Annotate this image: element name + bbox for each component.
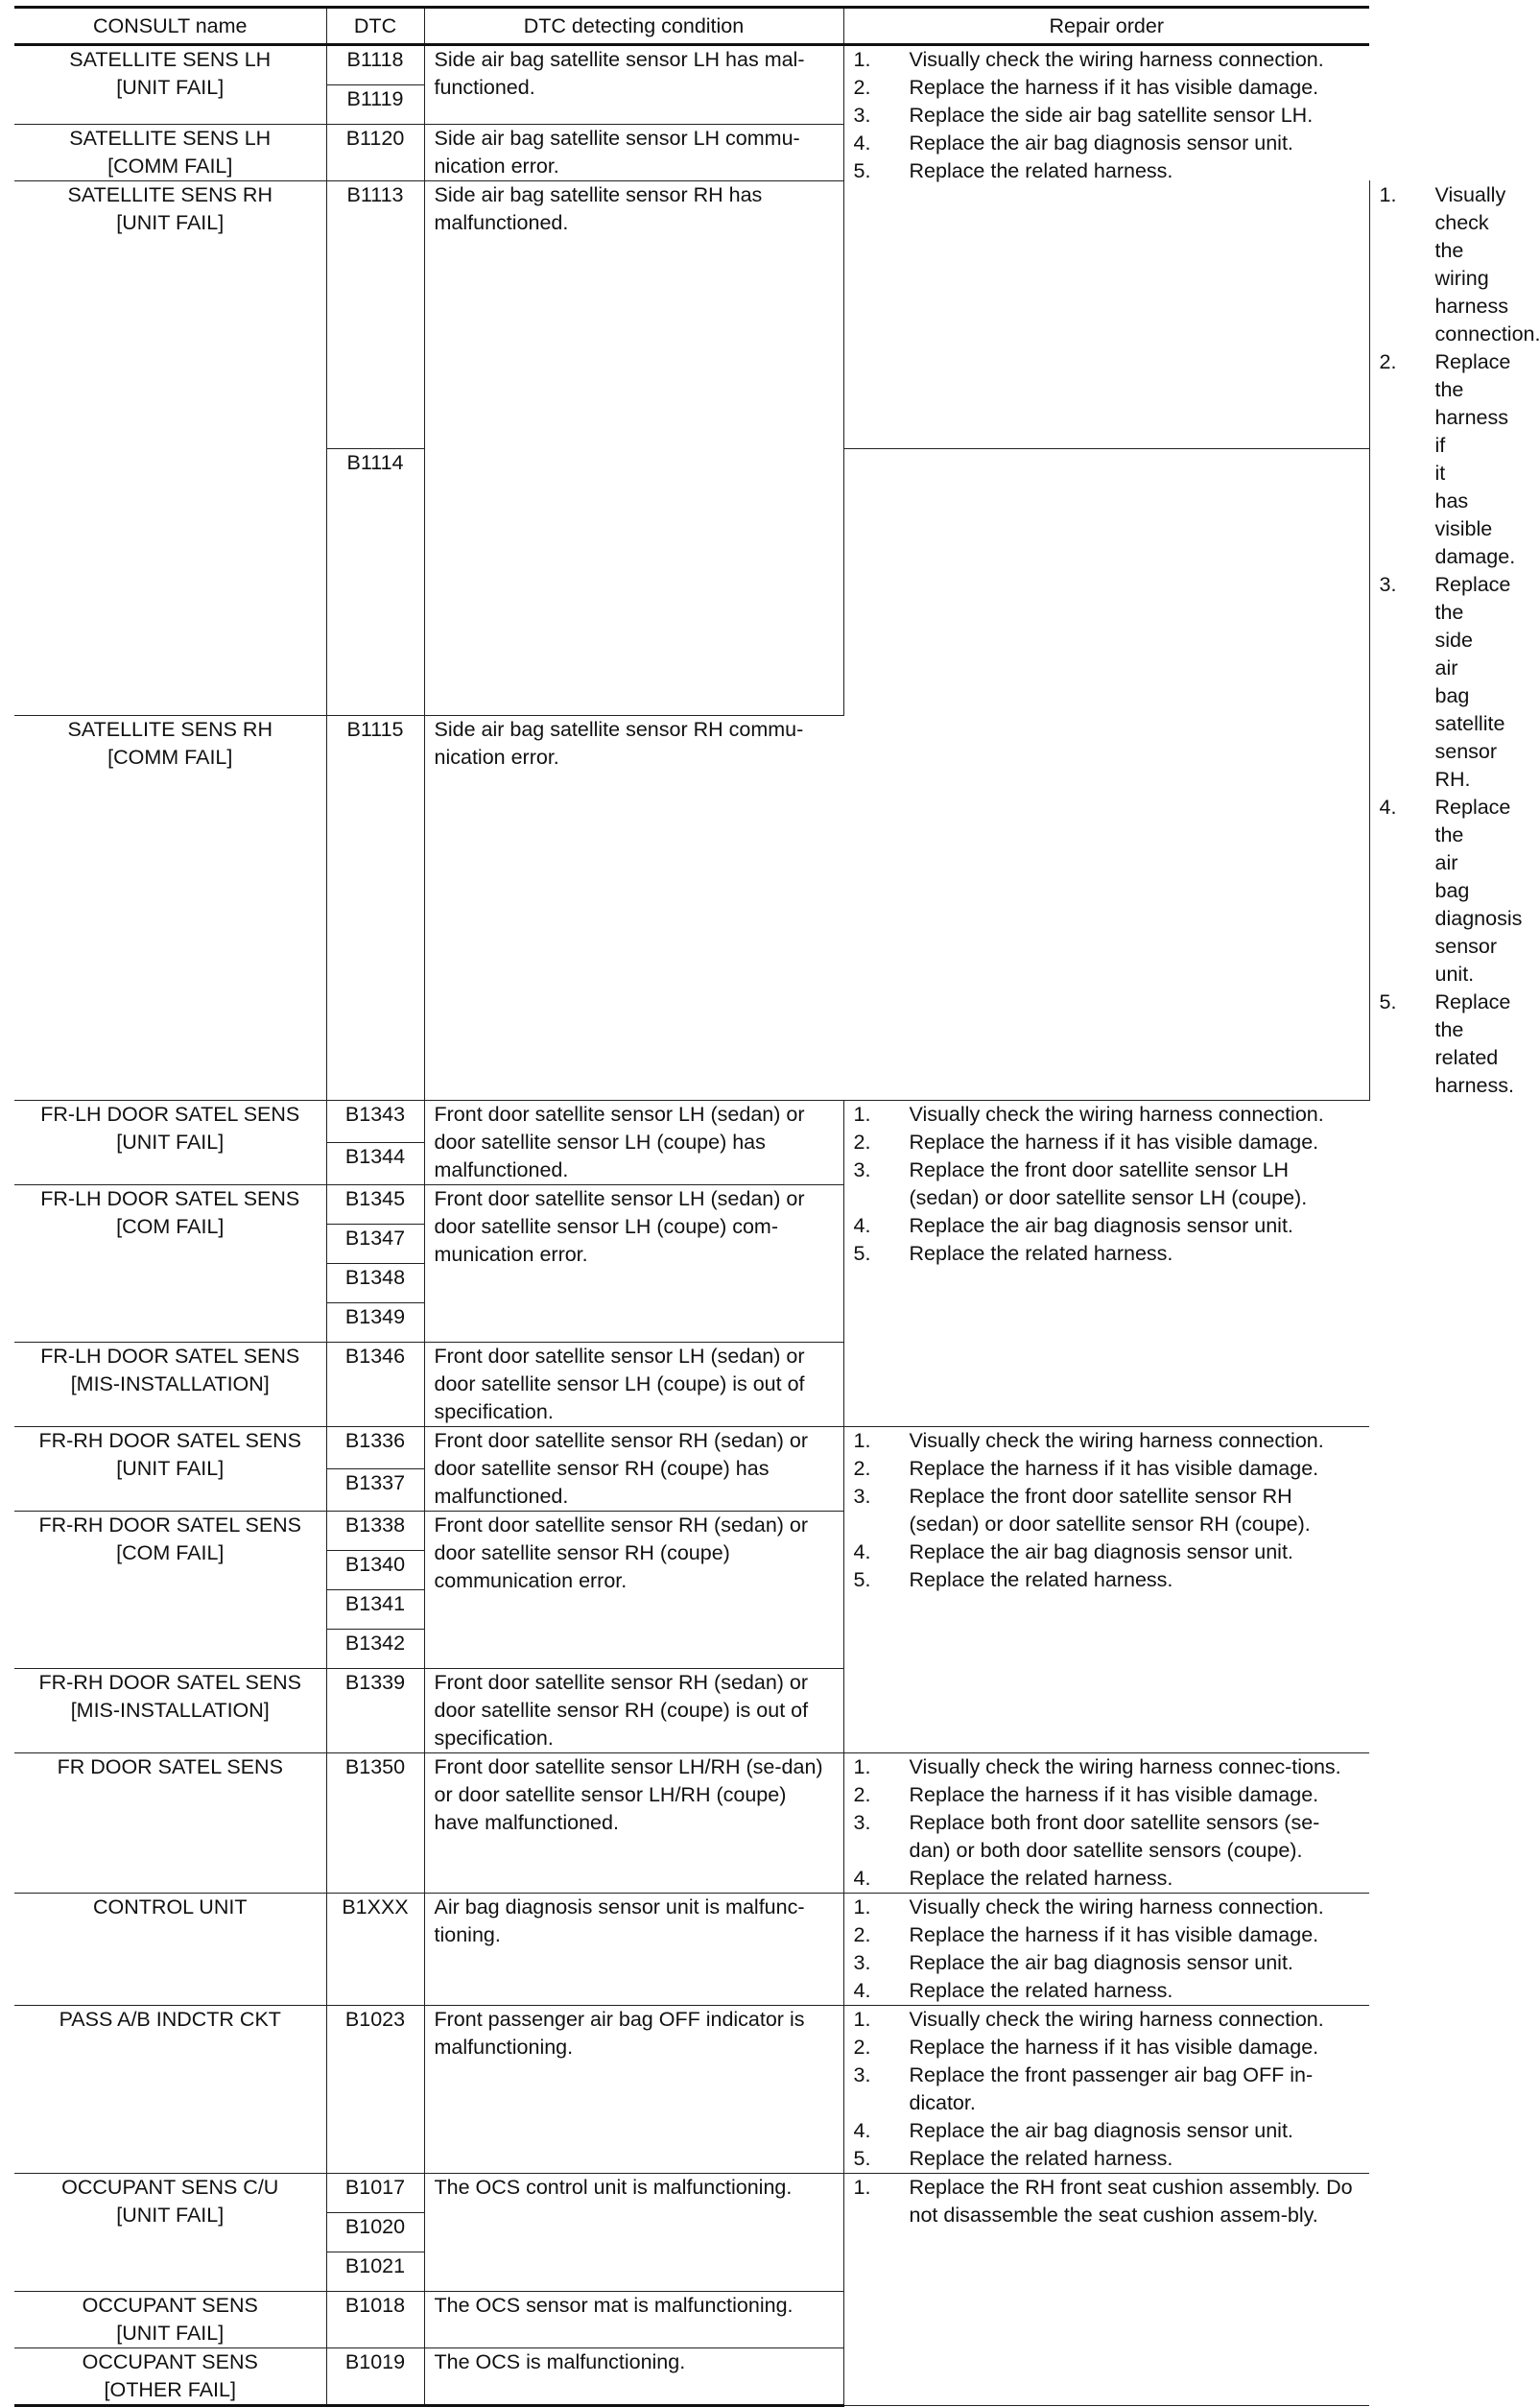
step-number: 3. [854, 2061, 871, 2089]
step-number: 5. [854, 2145, 871, 2173]
step-text: Replace the front door satellite sensor RH (sedan) or door satellite sensor RH (coupe). [910, 1485, 1311, 1536]
step-number: 4. [854, 1865, 871, 1893]
dtc-code: B1017 [326, 2174, 424, 2213]
dtc-code: B1336 [326, 1427, 424, 1469]
repair-step [854, 2006, 1361, 2034]
dtc-code: B1342 [326, 1630, 424, 1669]
header-repair-order: Repair order [843, 8, 1369, 45]
dtc-table [14, 6, 1369, 2407]
dtc-code: B1021 [326, 2252, 424, 2292]
step-text: Replace the related harness. [910, 1979, 1173, 2002]
repair-steps [854, 2174, 1361, 2229]
step-number: 2. [854, 74, 871, 102]
step-number: 4. [854, 1212, 871, 1240]
step-text: Replace the air bag diagnosis sensor unit. [910, 1951, 1293, 1974]
step-number: 2. [854, 1129, 871, 1156]
step-number: 3. [854, 1156, 871, 1184]
dtc-code: B1337 [326, 1469, 424, 1512]
repair-step [854, 1809, 1361, 1865]
step-text: Replace the side air bag satellite sensor LH. [910, 104, 1314, 127]
step-text: Visually check the wiring harness connec-tions. [910, 1755, 1341, 1778]
step-text: Replace the related harness. [910, 1867, 1173, 1890]
dtc-code: B1338 [326, 1512, 424, 1551]
table-row [14, 1101, 1369, 1143]
consult-name: CONTROL UNIT [14, 1894, 326, 2006]
repair-step [854, 1538, 1361, 1566]
consult-name: SATELLITE SENS LH [UNIT FAIL] [14, 45, 326, 125]
step-number: 4. [1380, 794, 1397, 822]
dtc-code: B1023 [326, 2006, 424, 2174]
dtc-code: B1018 [326, 2292, 424, 2348]
dtc-code: B1346 [326, 1343, 424, 1427]
repair-steps [854, 1894, 1361, 2005]
repair-step [854, 102, 1360, 130]
step-number: 4. [854, 1538, 871, 1566]
table-row [14, 2174, 1369, 2213]
dtc-code: B1340 [326, 1551, 424, 1590]
step-text: Replace the air bag diagnosis sensor unit. [910, 1540, 1293, 1563]
dtc-code: B1113 [326, 181, 424, 449]
dtc-code: B1348 [326, 1264, 424, 1303]
detecting-condition: The OCS is malfunctioning. [424, 2348, 843, 2406]
step-number: 5. [1380, 989, 1397, 1016]
step-text: Replace the harness if it has visible damage. [910, 2036, 1319, 2059]
consult-name: OCCUPANT SENS [UNIT FAIL] [14, 2292, 326, 2348]
dtc-code: B1339 [326, 1669, 424, 1753]
repair-step [854, 1781, 1361, 1809]
consult-name: SATELLITE SENS LH [COMM FAIL] [14, 125, 326, 181]
repair-step [854, 1129, 1361, 1156]
repair-step [854, 1865, 1361, 1893]
step-text: Visually check the wiring harness connection. [1435, 183, 1540, 346]
step-text: Replace the related harness. [910, 1568, 1173, 1591]
repair-step [854, 1949, 1361, 1977]
step-text: Replace the air bag diagnosis sensor unit. [1435, 796, 1523, 986]
repair-step [854, 46, 1360, 74]
consult-name: SATELLITE SENS RH [COMM FAIL] [14, 716, 326, 1101]
repair-order [843, 1894, 1369, 2006]
step-number: 1. [854, 2174, 871, 2202]
step-text: Replace the air bag diagnosis sensor unit. [910, 2119, 1293, 2142]
detecting-condition: Front door satellite sensor LH (sedan) or door satellite sensor LH (coupe) has malfunctioned. [424, 1101, 843, 1185]
repair-step [854, 1240, 1361, 1268]
step-text: Replace the RH front seat cushion assembly. Do not disassemble the seat cushion assem-bly. [910, 2176, 1353, 2227]
consult-name: OCCUPANT SENS C/U [UNIT FAIL] [14, 2174, 326, 2292]
step-number: 4. [854, 2117, 871, 2145]
dtc-code: B1347 [326, 1225, 424, 1264]
dtc-code: B1020 [326, 2213, 424, 2252]
dtc-code: B1118 [326, 45, 424, 85]
repair-order [843, 1427, 1369, 1753]
step-text: Replace the front door satellite sensor LH (sedan) or door satellite sensor LH (coupe). [910, 1158, 1308, 1209]
consult-name: FR DOOR SATEL SENS [14, 1753, 326, 1894]
consult-name: FR-RH DOOR SATEL SENS [UNIT FAIL] [14, 1427, 326, 1512]
step-text: Replace the side air bag satellite sensor RH. [1435, 573, 1511, 791]
repair-step [1380, 989, 1435, 1100]
dtc-code: B1350 [326, 1753, 424, 1894]
repair-order [843, 1753, 1369, 1894]
step-text: Replace the harness if it has visible damage. [910, 1457, 1319, 1480]
consult-name: FR-RH DOOR SATEL SENS [COM FAIL] [14, 1512, 326, 1669]
detecting-condition: Front door satellite sensor LH (sedan) or door satellite sensor LH (coupe) com-munication error. [424, 1185, 843, 1343]
detecting-condition: Front door satellite sensor LH/RH (se-dan) or door satellite sensor LH/RH (coupe) have malfunctioned. [424, 1753, 843, 1894]
step-number: 4. [854, 130, 871, 157]
dtc-code: B1341 [326, 1590, 424, 1630]
detecting-condition: Front door satellite sensor RH (sedan) or door satellite sensor RH (coupe) is out of specification. [424, 1669, 843, 1753]
repair-step [854, 2145, 1361, 2173]
repair-order [843, 45, 1369, 449]
repair-step [854, 157, 1360, 185]
repair-step [854, 2061, 1361, 2117]
step-text: Replace the related harness. [1435, 990, 1514, 1097]
consult-name: FR-LH DOOR SATEL SENS [COM FAIL] [14, 1185, 326, 1343]
detecting-condition: Front door satellite sensor RH (sedan) or door satellite sensor RH (coupe) communication error. [424, 1512, 843, 1669]
repair-step [854, 1894, 1361, 1921]
step-text: Visually check the wiring harness connection. [910, 1103, 1324, 1126]
repair-steps [854, 1753, 1361, 1893]
consult-name: PASS A/B INDCTR CKT [14, 2006, 326, 2174]
table-row [14, 1427, 1369, 1469]
step-text: Visually check the wiring harness connection. [910, 48, 1324, 71]
header-detecting-condition: DTC detecting condition [424, 8, 843, 45]
step-number: 1. [854, 1753, 871, 1781]
repair-step [854, 1566, 1361, 1594]
detecting-condition: Side air bag satellite sensor LH commu-nication error. [424, 125, 843, 181]
step-text: Replace the air bag diagnosis sensor unit. [910, 131, 1293, 155]
header-consult-name: CONSULT name [14, 8, 326, 45]
dtc-code: B1114 [326, 448, 424, 716]
step-text: Replace the harness if it has visible damage. [910, 1923, 1319, 1946]
detecting-condition: The OCS sensor mat is malfunctioning. [424, 2292, 843, 2348]
repair-step [854, 1921, 1361, 1949]
step-text: Replace the related harness. [910, 159, 1173, 182]
step-text: Replace the harness if it has visible damage. [910, 1783, 1319, 1806]
dtc-code: B1120 [326, 125, 424, 181]
detecting-condition: Front door satellite sensor LH (sedan) or door satellite sensor LH (coupe) is out of specification. [424, 1343, 843, 1427]
detecting-condition: Front door satellite sensor RH (sedan) or door satellite sensor RH (coupe) has malfunctioned. [424, 1427, 843, 1512]
step-number: 1. [854, 1427, 871, 1455]
step-number: 3. [854, 102, 871, 130]
consult-name: FR-LH DOOR SATEL SENS [MIS-INSTALLATION] [14, 1343, 326, 1427]
step-number: 1. [854, 1894, 871, 1921]
repair-step [1380, 794, 1435, 989]
step-number: 5. [854, 1566, 871, 1594]
repair-step [854, 130, 1360, 157]
repair-step [854, 1156, 1361, 1212]
step-text: Replace the air bag diagnosis sensor unit. [910, 1214, 1293, 1237]
repair-step [854, 1977, 1361, 2005]
repair-step [854, 1455, 1361, 1483]
dtc-code: B1343 [326, 1101, 424, 1143]
step-text: Replace both front door satellite sensors (se-dan) or both door satellite sensors (coupe). [910, 1811, 1320, 1862]
repair-order [843, 1101, 1369, 1427]
repair-steps [854, 2006, 1361, 2173]
detecting-condition: Side air bag satellite sensor LH has mal-functioned. [424, 45, 843, 125]
step-number: 3. [854, 1949, 871, 1977]
step-text: Visually check the wiring harness connection. [910, 1429, 1324, 1452]
step-number: 1. [854, 2006, 871, 2034]
step-number: 2. [854, 2034, 871, 2061]
repair-step [854, 1483, 1361, 1538]
dtc-code: B1019 [326, 2348, 424, 2406]
repair-order [843, 2006, 1369, 2174]
step-text: Replace the related harness. [910, 1242, 1173, 1265]
step-text: Replace the harness if it has visible damage. [910, 1131, 1319, 1154]
table-row [14, 1753, 1369, 1894]
repair-steps [854, 1427, 1361, 1594]
step-number: 1. [854, 46, 871, 74]
step-number: 5. [854, 157, 871, 185]
step-number: 2. [854, 1921, 871, 1949]
header-dtc: DTC [326, 8, 424, 45]
consult-name: FR-RH DOOR SATEL SENS [MIS-INSTALLATION] [14, 1669, 326, 1753]
repair-step [854, 2174, 1361, 2229]
repair-step [854, 1212, 1361, 1240]
step-text: Replace the harness if it has visible damage. [1435, 350, 1516, 568]
detecting-condition: Side air bag satellite sensor RH commu-nication error. [424, 716, 843, 1101]
step-number: 1. [854, 1101, 871, 1129]
dtc-code: B1345 [326, 1185, 424, 1225]
step-number: 4. [854, 1977, 871, 2005]
repair-steps [854, 46, 1360, 185]
step-number: 1. [1380, 181, 1397, 209]
step-text: Replace the front passenger air bag OFF in-dicator. [910, 2063, 1314, 2114]
step-number: 5. [854, 1240, 871, 1268]
consult-name: SATELLITE SENS RH [UNIT FAIL] [14, 181, 326, 716]
repair-step [1380, 181, 1435, 348]
header-row [14, 8, 1369, 45]
consult-name: FR-LH DOOR SATEL SENS [UNIT FAIL] [14, 1101, 326, 1185]
repair-steps [854, 1101, 1361, 1268]
detecting-condition: The OCS control unit is malfunctioning. [424, 2174, 843, 2292]
step-text: Visually check the wiring harness connection. [910, 1895, 1324, 1918]
table-row [14, 2006, 1369, 2174]
table-row [14, 716, 1369, 1101]
detecting-condition: Air bag diagnosis sensor unit is malfunc-tioning. [424, 1894, 843, 2006]
consult-name: OCCUPANT SENS [OTHER FAIL] [14, 2348, 326, 2406]
step-text: Visually check the wiring harness connection. [910, 2008, 1324, 2031]
repair-step [854, 2034, 1361, 2061]
step-number: 2. [854, 1781, 871, 1809]
step-number: 2. [854, 1455, 871, 1483]
repair-step [1380, 571, 1435, 794]
repair-order [843, 2174, 1369, 2406]
dtc-code: B1119 [326, 85, 424, 125]
table-row [14, 45, 1369, 85]
detecting-condition: Side air bag satellite sensor RH has malfunctioned. [424, 181, 843, 716]
step-number: 3. [854, 1809, 871, 1837]
step-text: Replace the related harness. [910, 2147, 1173, 2170]
table-row [14, 1894, 1369, 2006]
step-text: Replace the harness if it has visible damage. [910, 76, 1319, 99]
dtc-code: B1349 [326, 1303, 424, 1343]
repair-step [854, 1427, 1361, 1455]
step-number: 3. [854, 1483, 871, 1511]
repair-step [854, 1753, 1361, 1781]
detecting-condition: Front passenger air bag OFF indicator is malfunctioning. [424, 2006, 843, 2174]
repair-step [1380, 348, 1435, 571]
dtc-code: B1115 [326, 716, 424, 1101]
repair-step [854, 74, 1360, 102]
repair-step [854, 2117, 1361, 2145]
step-number: 2. [1380, 348, 1397, 376]
repair-step [854, 1101, 1361, 1129]
dtc-code: B1344 [326, 1143, 424, 1185]
step-number: 3. [1380, 571, 1397, 599]
dtc-code: B1XXX [326, 1894, 424, 2006]
